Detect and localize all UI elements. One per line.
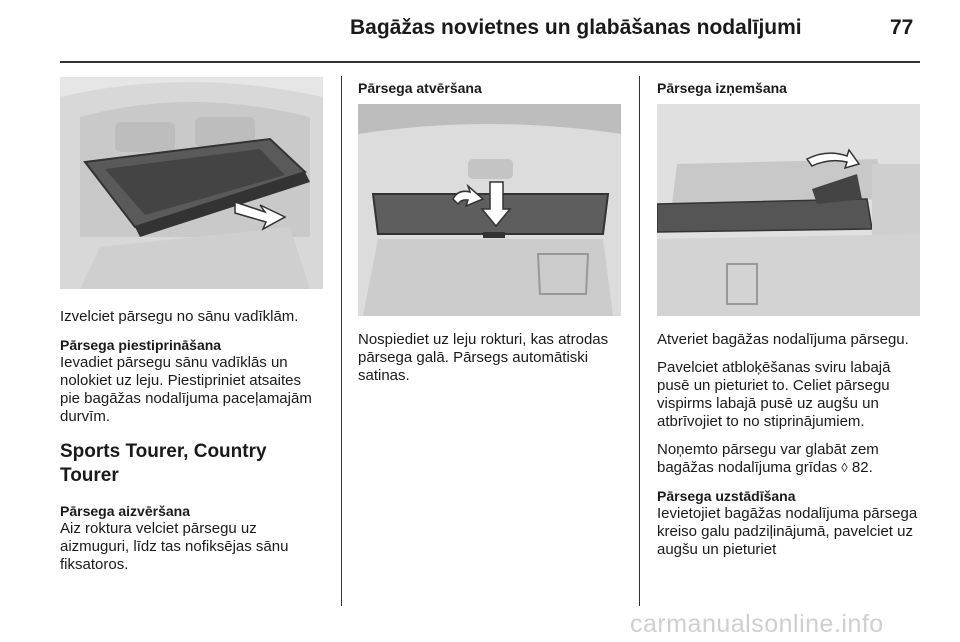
page-ref-icon: ◊ xyxy=(841,460,848,475)
section-heading: Pārsega atvēršana xyxy=(358,80,482,96)
paragraph: Pavelciet atbloķēšanas sviru labajā pusē un pieturiet to. Celiet pārsegu vispirms labajā pusē uz augšu un atbrīvojiet to no stiprinājumiem. xyxy=(657,359,891,430)
figure-cover-remove xyxy=(657,104,920,316)
column-divider xyxy=(639,76,640,606)
section-heading: Pārsega piestiprināšana xyxy=(60,337,222,353)
page-number: 77 xyxy=(890,16,914,39)
column-2 xyxy=(358,79,620,97)
section-heading: Pārsega uzstādīšana xyxy=(657,488,796,504)
section-body: Ievietojiet bagāžas nodalījuma pārsega kreiso galu padziļinājumā, pavelciet uz augšu un pieturiet xyxy=(657,505,918,558)
figure-cover-pull-out xyxy=(60,77,323,289)
column-divider xyxy=(341,76,342,606)
section-heading: Pārsega izņemšana xyxy=(657,80,787,96)
watermark: carmanualsonline.info xyxy=(630,610,884,638)
section-title: Sports Tourer, Country Tourer xyxy=(60,441,267,486)
column-1 xyxy=(60,308,322,584)
intro-text: Izvelciet pārsegu no sānu vadīklām. xyxy=(60,308,299,325)
section-heading: Pārsega aizvēršana xyxy=(60,503,190,519)
section-body: Aiz roktura velciet pārsegu uz aizmuguri, līdz tas nofiksējas sānu fiksatoros. xyxy=(60,520,289,573)
page-ref-link[interactable]: 82. xyxy=(851,459,873,476)
header-rule xyxy=(60,61,920,63)
illustration-cover-release xyxy=(657,104,920,316)
column-3 xyxy=(657,79,919,97)
page-title: Bagāžas novietnes un glabāšanas nodalījumi xyxy=(350,16,802,39)
paragraph: Atveriet bagāžas nodalījuma pārsegu. xyxy=(657,331,909,348)
column-2-body xyxy=(358,331,620,395)
figure-cover-open xyxy=(358,104,621,316)
illustration-cargo-cover xyxy=(60,77,323,289)
paragraph-text: Noņemto pārsegu var glabāt zem bagāžas nodalījuma grīdas xyxy=(657,441,879,476)
column-3-body xyxy=(657,331,919,569)
section-body: Ievadiet pārsegu sānu vadīklās un nolokiet uz leju. Piestipriniet atsaites pie bagāžas nodalījuma paceļamajām durvīm. xyxy=(60,354,312,425)
illustration-cover-handle xyxy=(358,104,621,316)
paragraph xyxy=(657,441,919,477)
section-body: Nospiediet uz leju rokturi, kas atrodas pārsega galā. Pārsegs automātiski satinas. xyxy=(358,331,609,384)
